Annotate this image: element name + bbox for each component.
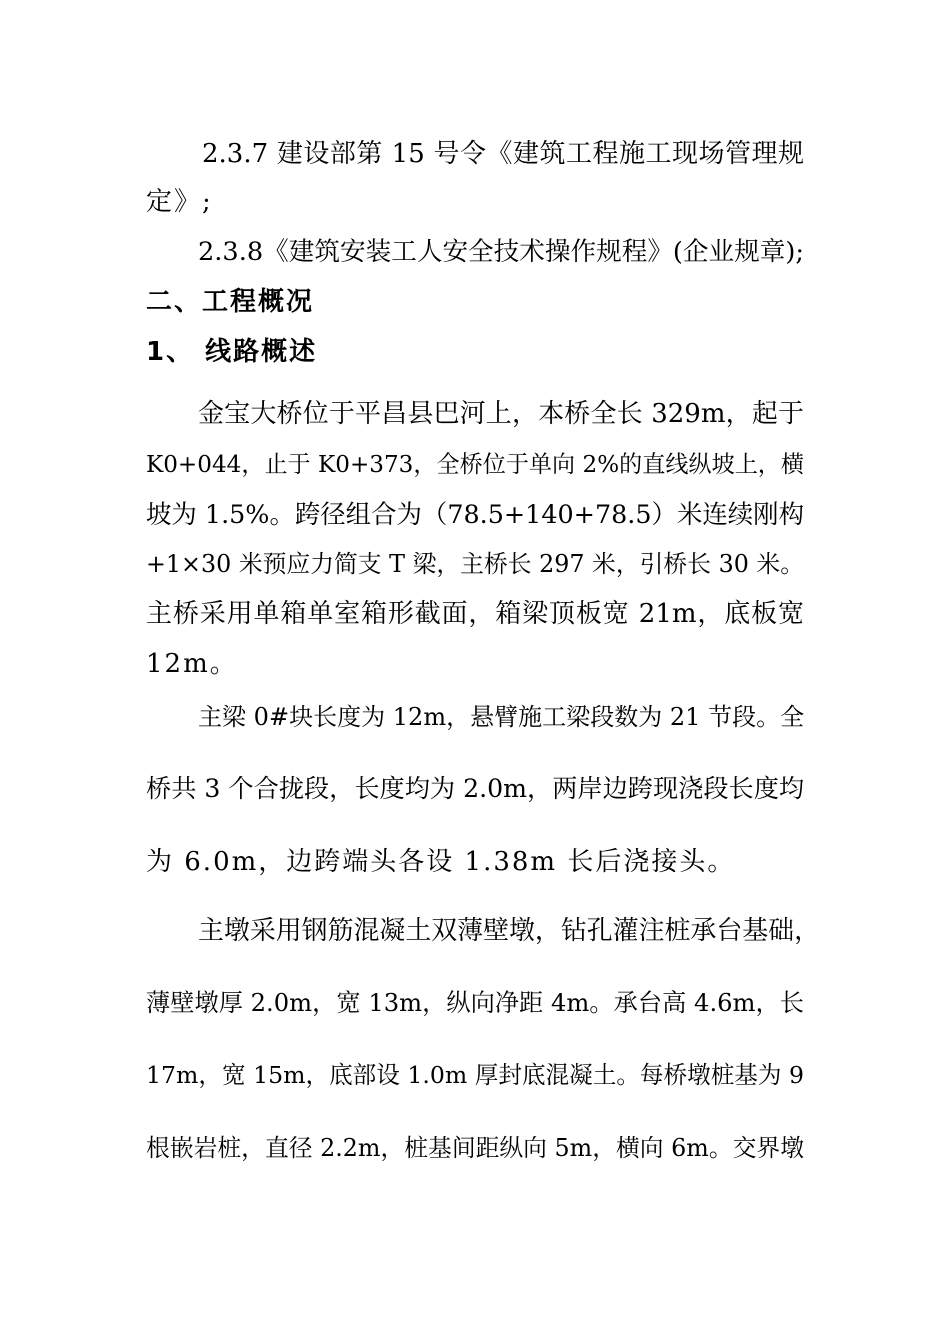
paragraph-line: +1×30 米预应力简支 T 梁，主桥长 297 米，引桥长 30 米。 (146, 550, 804, 578)
text-line (146, 647, 238, 681)
paragraph-line: 金宝大桥位于平昌县巴河上，本桥全长 329m，起于 (198, 399, 804, 429)
text-line (146, 447, 804, 482)
text-line (146, 986, 804, 1020)
section-title: 二、工程概况 (146, 287, 315, 317)
clause-2-3-8: 2.3.8《建筑安装工人安全技术操作规程》(企业规章); (198, 237, 804, 267)
text-line (198, 700, 804, 734)
text-line (202, 137, 804, 171)
text-line (146, 547, 804, 581)
paragraph-line: 薄壁墩厚 2.0m，宽 13m，纵向净距 4m。承台高 4.6m，长 (146, 989, 804, 1017)
clause-2-3-7: 2.3.7 建设部第 15 号令《建筑工程施工现场管理规 (202, 139, 804, 169)
paragraph-line: 桥共 3 个合拢段，长度均为 2.0m，两岸边跨现浇段长度均 (146, 774, 805, 803)
text-line (198, 914, 820, 948)
section-heading (146, 285, 314, 319)
subsection-heading (146, 335, 317, 369)
paragraph-line: 主梁 0#块长度为 12m，悬臂施工梁段数为 21 节段。全 (198, 703, 805, 731)
paragraph-line: 根嵌岩桩，直径 2.2m，桩基间距纵向 5m，横向 6m。交界墩 (146, 1134, 804, 1162)
text-line (198, 397, 804, 431)
subsection-title: 1、 线路概述 (146, 337, 318, 367)
paragraph-line: 12m。 (146, 649, 238, 679)
text-line (146, 845, 735, 879)
text-line (146, 1131, 804, 1165)
paragraph-line: 坡为 1.5%。跨径组合为（78.5+140+78.5）米连续刚构 (146, 499, 804, 529)
text-line (146, 185, 213, 219)
paragraph-line: 为 6.0m，边跨端头各设 1.38m 长后浇接头。 (146, 847, 736, 877)
paragraph-line: 主墩采用钢筋混凝土双薄壁墩，钻孔灌注桩承台基础， (198, 916, 820, 946)
paragraph-line: 主桥采用单箱单室箱形截面，箱梁顶板宽 21m，底板宽 (146, 599, 804, 629)
text-line (146, 597, 804, 631)
text-line (146, 772, 804, 806)
text-line (146, 1058, 804, 1092)
paragraph-line: K0+044，止于 K0+373，全桥位于单向 2%的直线纵坡上，横 (146, 452, 804, 478)
text-line (198, 235, 804, 269)
text-line (146, 497, 804, 532)
clause-2-3-7-continued: 定》; (146, 187, 213, 217)
paragraph-line: 17m，宽 15m，底部设 1.0m 厚封底混凝土。每桥墩桩基为 9 (146, 1061, 804, 1089)
